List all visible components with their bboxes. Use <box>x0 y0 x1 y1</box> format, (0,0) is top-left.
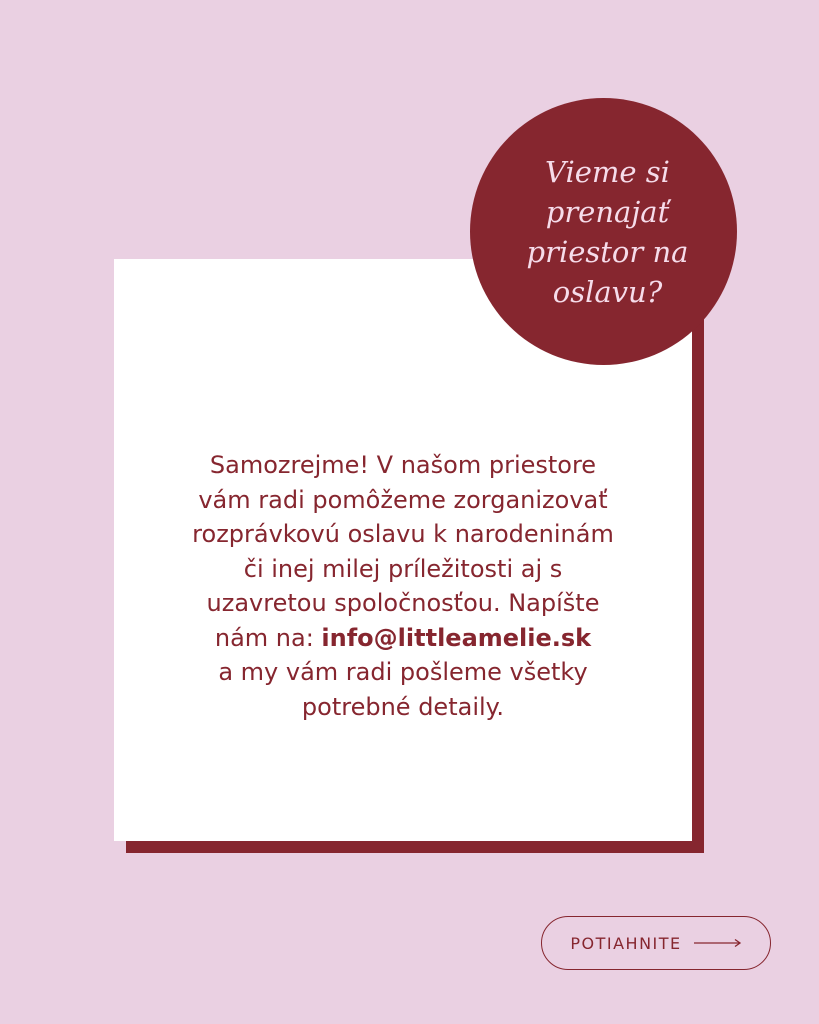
card-line: a my vám radi pošleme všetky <box>218 658 588 686</box>
card-line: uzavretou spoločnosťou. Napíšte <box>206 589 600 617</box>
badge-line: prenajať <box>545 194 670 229</box>
email-address[interactable]: info@littleamelie.sk <box>321 623 592 652</box>
badge-line: priestor na <box>526 234 689 269</box>
arrow-right-icon <box>694 938 742 948</box>
card-line: či inej milej príležitosti aj s <box>243 554 563 583</box>
card-line: rozprávkovú oslavu k narodeninám <box>192 520 614 548</box>
swipe-button[interactable] <box>541 916 771 970</box>
card-body-text <box>133 376 673 724</box>
question-badge <box>470 98 737 365</box>
card-line: vám radi pomôžeme zorganizovať <box>198 485 608 514</box>
card-line: potrebné detaily. <box>301 692 505 721</box>
swipe-label: POTIAHNITE <box>570 933 682 953</box>
badge-line: Vieme si <box>545 154 670 189</box>
badge-text <box>505 152 703 312</box>
badge-line: oslavu? <box>552 274 663 309</box>
card-line: nám na: <box>214 623 322 652</box>
card-line: Samozrejme! V našom priestore <box>209 451 597 479</box>
